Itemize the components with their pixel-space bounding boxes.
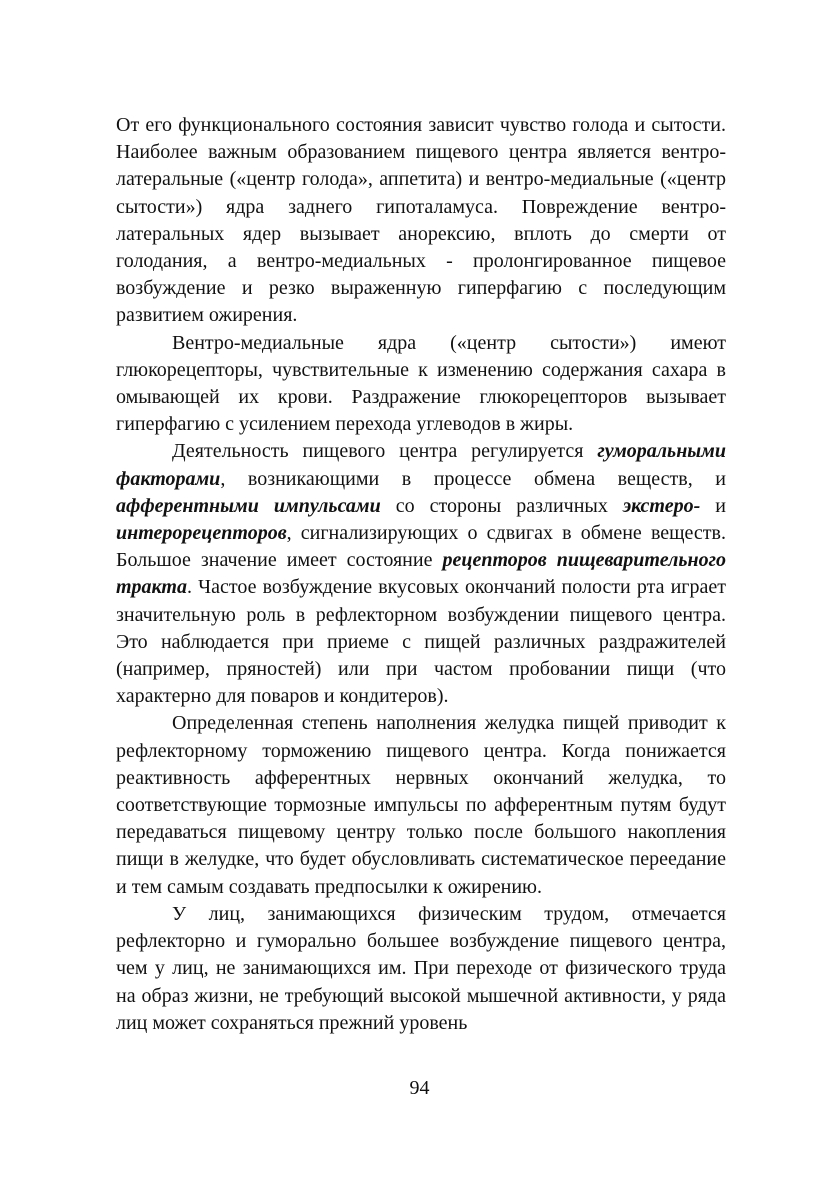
term-digestive-tract-receptors: рецепторов пищеварительного тракта	[116, 549, 726, 599]
paragraph-3	[116, 438, 726, 710]
paragraph-3-segment: Деятельность пищевого центра регулируется	[172, 440, 598, 463]
paragraph-5: У лиц, занимающихся физическим трудом, отмечается рефлекторно и гуморально большее возбуждение пищевого центра, чем у лиц, не занимающихся им. При переходе от физического труда на образ жизни, не требующий высокой мышечной активности, у ряда лиц может сохраняться прежний уровень	[116, 902, 726, 1034]
paragraph-3-segment: и	[700, 494, 726, 517]
paragraph-4: Определенная степень наполнения желудка пищей приводит к рефлекторному торможению пищевого центра. Когда понижается реактивность афферентных нервных окончаний желудка, то соответствующие тормозные импульсы по афферентным путям будут передаваться пищевому центру только после большого накопления пищи в желудке, что будет обусловливать систематическое переедание и тем самым создавать предпосылки к ожирению.	[116, 712, 726, 898]
paragraph-2: Вентро-медиальные ядра («центр сытости») имеют глюкорецепторы, чувствительные к изменению содержания сахара в омывающей их крови. Раздражение глюкорецепторов вызывает гиперфагию с усилением перехода углеводов в жиры.	[116, 331, 726, 436]
page-number: 94	[409, 1077, 430, 1099]
term-humoral-factors: гуморальными факторами	[116, 440, 726, 490]
paragraph-3-segment: , возникающими в процессе обмена веществ, и	[220, 467, 726, 490]
term-afferent-impulses: афферентными импульсами	[116, 494, 381, 517]
paragraph-3-segment: . Частое возбуждение вкусовых окончаний полости рта играет значительную роль в рефлекторном возбуждении пищевого центра. Это наблюдается при приеме с пищей различных раздражителей (например, пряностей) или при частом пробовании пищи (что характерно для поваров и кондитеров).	[116, 576, 726, 708]
paragraph-1: От его функционального состояния зависит чувство голода и сытости. Наиболее важным образованием пищевого центра является вентро-латеральные («центр голода», аппетита) и вентро-медиальные («центр сытости») ядра заднего гипоталамуса. Повреждение вентро-латеральных ядер вызывает анорексию, вплоть до смерти от голодания, а вентро-медиальных - пролонгированное пищевое возбуждение и резко выраженную гиперфагию с последующим развитием ожирения.	[116, 114, 726, 327]
term-interoreceptors: интерорецепторов	[116, 522, 287, 545]
page-body	[116, 112, 726, 1037]
paragraph-3-segment: со стороны различных	[380, 494, 623, 517]
term-extero: экстеро-	[622, 494, 701, 517]
paragraph-3-segment: , сигнализирующих о сдвигах в обмене веществ. Большое значение имеет состояние	[116, 522, 726, 572]
